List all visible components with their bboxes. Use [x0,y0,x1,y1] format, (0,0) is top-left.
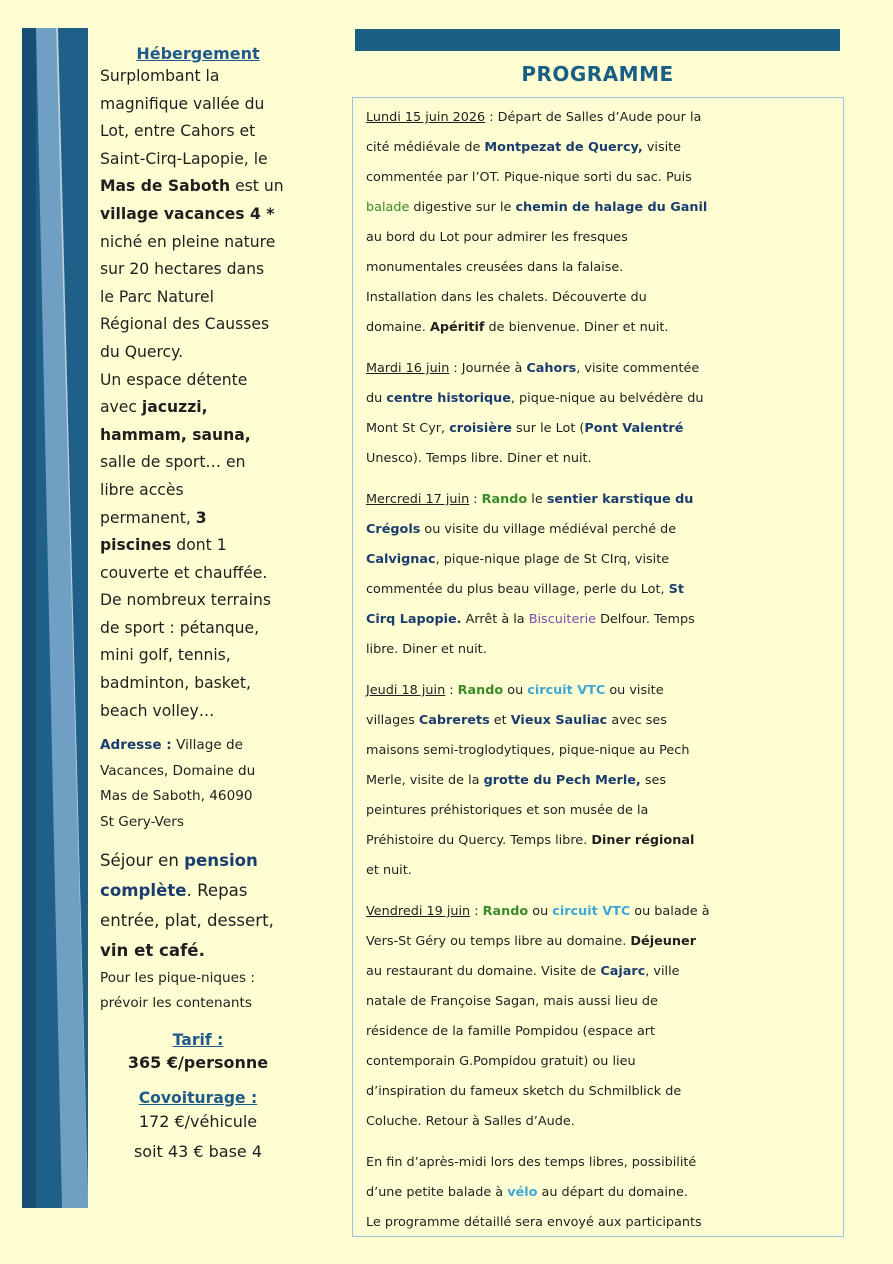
day-date: Mercredi 17 juin [366,492,470,507]
day-friday: Vendredi 19 juin : Rando ou circuit VTC ou balade à Vers-St Géry ou temps libre au domaine. Déjeuner au restaurant du domaine. Visite de Cajarc, ville natale de Françoise Sagan, mais aussi lieu de résidence de la famille Pompidou (espace art contemporain G.Pompidou gratuit) ou lieu d’inspiration du fameux sketch du Schmilblick de Coluche. Retour à Salles d’Aude. [366,904,710,1129]
programme-title: PROGRAMME [521,62,674,86]
header-bar [355,29,840,51]
picnic-note: Pour les pique-niques : prévoir les contenants [100,969,256,1012]
tarif-value: 365 €/personne [127,1052,269,1072]
tarif-block [100,1031,296,1077]
day-date: Mardi 16 juin [366,361,450,376]
day-monday: Lundi 15 juin 2026 : Départ de Salles d’Aude pour la cité médiévale de Montpezat de Quercy, visite commentée par l’OT. Pique-nique sorti du sac. Puis balade digestive sur le chemin de halage du Ganil au bord du Lot pour admirer les fresques monumentales creusées dans la falaise. Installation dans les chalets. Découverte du domaine. Apéritif de bienvenue. Diner et nuit. [366,110,708,335]
day-date: Lundi 15 juin 2026 [366,110,486,125]
tarif-heading: Tarif : [172,1030,224,1049]
address-label: Adresse : [100,737,172,754]
hebergement-heading: Hébergement [136,44,260,63]
programme-footer: En fin d’après-midi lors des temps libres, possibilité d’une petite balade à vélo au départ du domaine. Le programme détaillé sera envoyé aux participants [366,1155,702,1230]
covoiturage-heading: Covoiturage : [138,1088,258,1107]
decorative-blue-band [22,28,88,1208]
day-date: Vendredi 19 juin [366,904,471,919]
day-wednesday: Mercredi 17 juin : Rando le sentier karstique du Crégols ou visite du village médiéval perché de Calvignac, pique-nique plage de St CIrq, visite commentée du plus beau village, perle du Lot, St Cirq Lapopie. Arrêt à la Biscuiterie Delfour. Temps libre. Diner et nuit. [366,492,695,657]
programme-box [352,97,844,1237]
day-tuesday: Mardi 16 juin : Journée à Cahors, visite commentée du centre historique, pique-nique au belvédère du Mont St Cyr, croisière sur le Lot (Pont Valentré Unesco). Temps libre. Diner et nuit. [366,361,704,466]
day-date: Jeudi 18 juin [366,683,446,698]
day-thursday: Jeudi 18 juin : Rando ou circuit VTC ou visite villages Cabrerets et Vieux Sauliac avec ses maisons semi-troglodytiques, pique-nique au Pech Merle, visite de la grotte du Pech Merle, ses peintures préhistoriques et son musée de la Préhistoire du Quercy. Temps libre. Diner régional et nuit. [366,683,695,878]
hebergement-description: Surplombant la magnifique vallée du Lot, entre Cahors et Saint-Cirq-Lapopie, le Mas de Saboth est un village vacances 4 * niché en pleine nature sur 20 hectares dans le Parc Naturel Régional des Causses du Quercy. Un espace détente avec jacuzzi, hammam, sauna, salle de sport… en libre accès permanent, 3 piscines dont 1 couverte et chauffée. De nombreux terrains de sport : pétanque, mini golf, tennis, badminton, basket, beach volley… [100,67,284,720]
covoiturage-block: Covoiturage : 172 €/véhicule soit 43 € base 4 [100,1089,296,1167]
sejour-block: Séjour en pension complète. Repas entrée, plat, dessert, vin et café. [100,850,274,960]
address-block: Adresse : Village de Vacances, Domaine du Mas de Saboth, 46090 St Gery-Vers [100,737,256,831]
sidebar [100,44,296,1167]
